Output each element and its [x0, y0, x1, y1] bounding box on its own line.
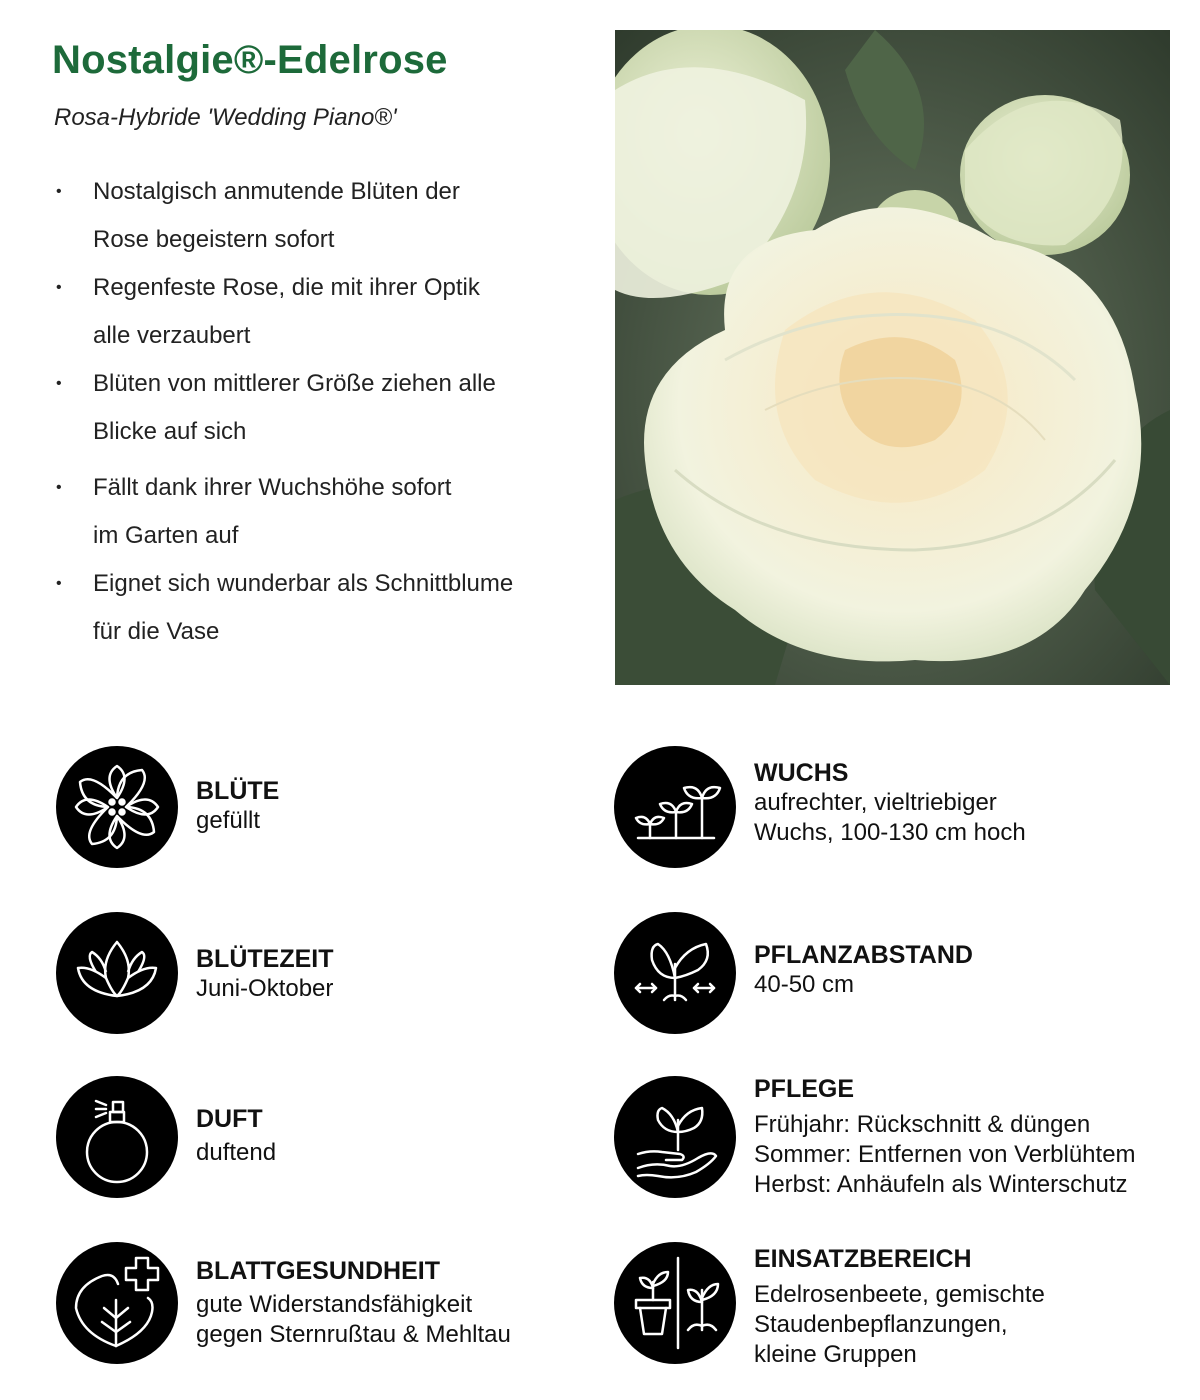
- feature-label: EINSATZBEREICH: [754, 1245, 972, 1273]
- leaf-health-icon: [56, 1242, 178, 1364]
- feature-label: PFLANZABSTAND: [754, 941, 973, 969]
- feature-value: Sommer: Entfernen von Verblühtem: [754, 1141, 1136, 1168]
- bullet-dot-icon: •: [56, 479, 62, 496]
- feature-value: Wuchs, 100-130 cm hoch: [754, 819, 1026, 846]
- lotus-icon: [56, 912, 178, 1034]
- feature-value: aufrechter, vieltriebiger: [754, 789, 997, 816]
- feature-value: kleine Gruppen: [754, 1341, 917, 1368]
- bullet-dot-icon: •: [56, 279, 62, 296]
- feature-label: DUFT: [196, 1105, 263, 1133]
- feature-value: Edelrosenbeete, gemischte: [754, 1281, 1045, 1308]
- bullet-item: • Eignet sich wunderbar als Schnittblume für die Vase: [54, 560, 574, 656]
- rose-photo: [615, 30, 1170, 685]
- perfume-bottle-icon: [56, 1076, 178, 1198]
- plant-spacing-icon: [614, 912, 736, 1034]
- bullet-dot-icon: •: [56, 183, 62, 200]
- pot-and-bed-icon: [614, 1242, 736, 1364]
- bullet-dot-icon: •: [56, 375, 62, 392]
- feature-value: Juni-Oktober: [196, 975, 334, 1002]
- feature-value: Staudenbepflanzungen,: [754, 1311, 1008, 1338]
- feature-value: duftend: [196, 1139, 277, 1166]
- feature-value: Frühjahr: Rückschnitt & düngen: [754, 1111, 1091, 1138]
- feature-value: gute Widerstandsfähigkeit: [196, 1291, 473, 1318]
- feature-label: BLÜTEZEIT: [196, 945, 334, 973]
- feature-label: PFLEGE: [754, 1075, 855, 1103]
- feature-label: BLATTGESUNDHEIT: [196, 1257, 440, 1285]
- feature-value: 40-50 cm: [754, 971, 855, 998]
- feature-value: gefüllt: [196, 807, 261, 834]
- product-subtitle: Rosa-Hybride 'Wedding Piano®': [54, 104, 397, 131]
- plant-in-hand-icon: [614, 1076, 736, 1198]
- bullet-dot-icon: •: [56, 575, 62, 592]
- feature-label: BLÜTE: [196, 777, 280, 805]
- bullet-item: • Blüten von mittlerer Größe ziehen alle Blicke auf sich: [54, 360, 574, 456]
- feature-bullet-list: [54, 168, 574, 656]
- bullet-item: • Regenfeste Rose, die mit ihrer Optik alle verzaubert: [54, 264, 574, 360]
- bullet-item: • Fällt dank ihrer Wuchshöhe sofort im Garten auf: [54, 464, 574, 560]
- feature-label: WUCHS: [754, 759, 849, 787]
- flower-icon: [56, 746, 178, 868]
- product-title: Nostalgie®-Edelrose: [52, 38, 448, 82]
- feature-value: gegen Sternrußtau & Mehltau: [196, 1321, 511, 1348]
- bullet-item: • Nostalgisch anmutende Blüten der Rose begeistern sofort: [54, 168, 574, 264]
- feature-value: Herbst: Anhäufeln als Winterschutz: [754, 1171, 1128, 1198]
- seedlings-growth-icon: [614, 746, 736, 868]
